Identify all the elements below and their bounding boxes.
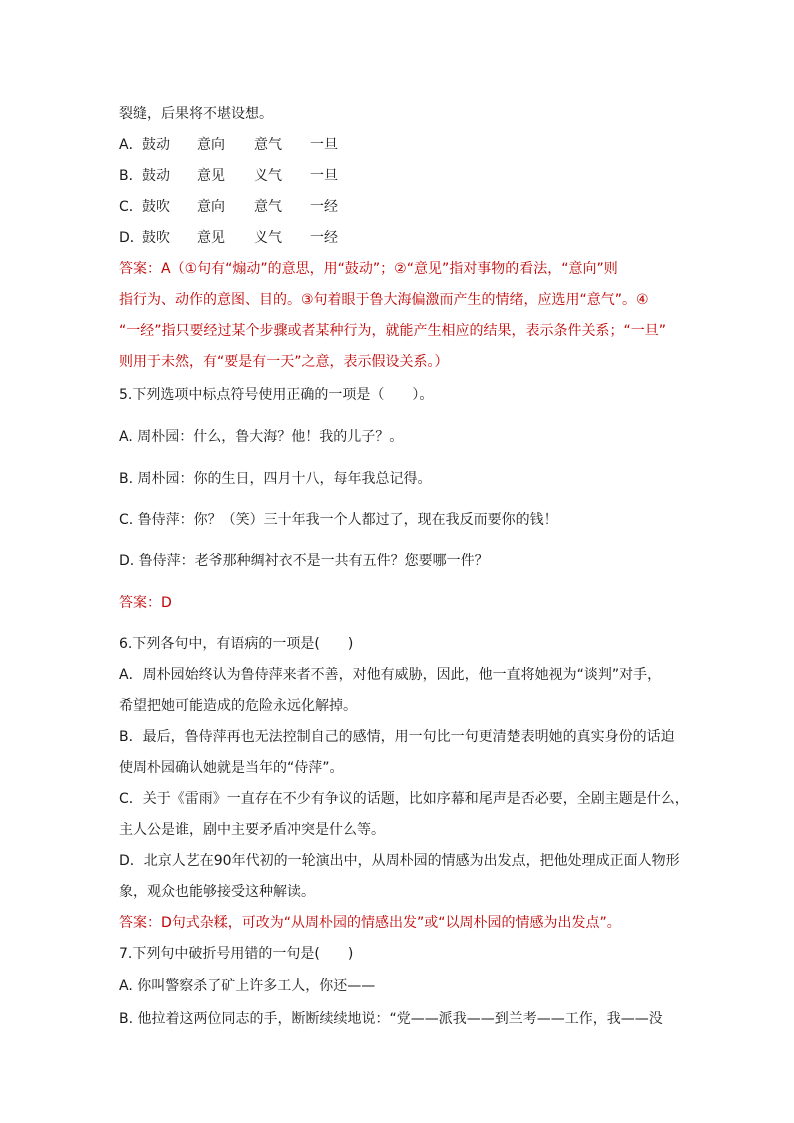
option-word-2: 意向 — [197, 199, 225, 215]
option-word-2: 意向 — [197, 137, 225, 153]
q4-option-b — [119, 166, 338, 186]
option-word-4: 一旦 — [310, 137, 338, 153]
option-word-3: 意气 — [254, 137, 282, 153]
option-letter: C． — [119, 199, 143, 215]
option-word-4: 一经 — [310, 230, 338, 246]
q4-tail-text: 裂缝，后果将不堪设想。 — [119, 106, 273, 122]
option-word-4: 一旦 — [310, 168, 338, 184]
q5-question: 5.下列选项中标点符号使用正确的一项是（ ）。 — [119, 387, 434, 403]
q4-option-d — [119, 228, 338, 248]
option-letter: A． — [119, 137, 143, 153]
option-word-1: 鼓吹 — [142, 230, 170, 246]
option-word-3: 义气 — [254, 168, 282, 184]
q7-question: 7.下列句中破折号用错的一句是( ) — [119, 946, 354, 962]
option-letter: B． — [119, 168, 143, 184]
option-word-1: 鼓动 — [142, 137, 170, 153]
option-word-3: 义气 — [254, 230, 282, 246]
q4-option-a — [119, 135, 338, 155]
q4-answer-line-3: “一经”指只要经过某个步骤或者某种行为，就能产生相应的结果，表示条件关系；“一旦” — [119, 323, 667, 339]
option-letter: D． — [119, 230, 144, 246]
q6-answer: 答案：D句式杂糅，可改为“从周朴园的情感出发”或“以周朴园的情感为出发点”。 — [119, 915, 621, 931]
q6-line-4: 使周朴园确认她就是当年的“侍萍”。 — [119, 760, 344, 776]
q7-option-a: A. 你叫警察杀了矿上许多工人，你还—— — [119, 978, 376, 994]
q6-line-7: D．北京人艺在90年代初的一轮演出中，从周朴园的情感为出发点，把他处理成正面人物形 — [119, 853, 680, 869]
q6-line-5: C．关于《雷雨》一直存在不少有争议的话题，比如序幕和尾声是否必要，全剧主题是什么， — [119, 791, 689, 807]
q5-option-c: C. 鲁侍萍：你？（笑）三十年我一个人都过了，现在我反而要你的钱！ — [119, 512, 558, 528]
option-word-2: 意见 — [197, 230, 225, 246]
q5-option-d: D. 鲁侍萍：老爷那种绸衬衣不是一共有五件？您要哪一件？ — [119, 553, 489, 569]
q6-question: 6.下列各句中，有语病的一项是( ) — [119, 636, 354, 652]
q5-option-b: B. 周朴园：你的生日，四月十八，每年我总记得。 — [119, 471, 432, 487]
q6-line-1: A．周朴园始终认为鲁侍萍来者不善，对他有威胁，因此，他一直将她视为“谈判”对手， — [119, 667, 662, 683]
q4-answer-line-2: 指行为、动作的意图、目的。③句着眼于鲁大海偏激而产生的情绪，应选用“意气”。④ — [119, 292, 649, 308]
q4-option-c — [119, 197, 338, 217]
q7-option-b: B. 他拉着这两位同志的手，断断续续地说：“党——派我——到兰考——工作，我——没 — [119, 1011, 663, 1027]
option-word-1: 鼓吹 — [142, 199, 170, 215]
q6-line-3: B．最后，鲁侍萍再也无法控制自己的感情，用一句比一句更清楚表明她的真实身份的话迫 — [119, 729, 675, 745]
option-word-1: 鼓动 — [142, 168, 170, 184]
q4-answer-line-4: 则用于未然，有“要是有一天”之意，表示假设关系。） — [119, 354, 449, 370]
q4-answer-line-1: 答案：A（①句有“煽动”的意思，用“鼓动”；②“意见”指对事物的看法，“意向”则 — [119, 261, 618, 277]
option-word-4: 一经 — [310, 199, 338, 215]
q5-option-a: A. 周朴园：什么，鲁大海？他！我的儿子？。 — [119, 429, 404, 445]
q6-line-8: 象，观众也能够接受这种解读。 — [119, 884, 315, 900]
option-word-3: 意气 — [254, 199, 282, 215]
q5-answer: 答案：D — [119, 595, 172, 611]
q6-line-2: 希望把她可能造成的危险永远化解掉。 — [119, 698, 357, 714]
option-word-2: 意见 — [197, 168, 225, 184]
q6-line-6: 主人公是谁，剧中主要矛盾冲突是什么等。 — [119, 822, 385, 838]
